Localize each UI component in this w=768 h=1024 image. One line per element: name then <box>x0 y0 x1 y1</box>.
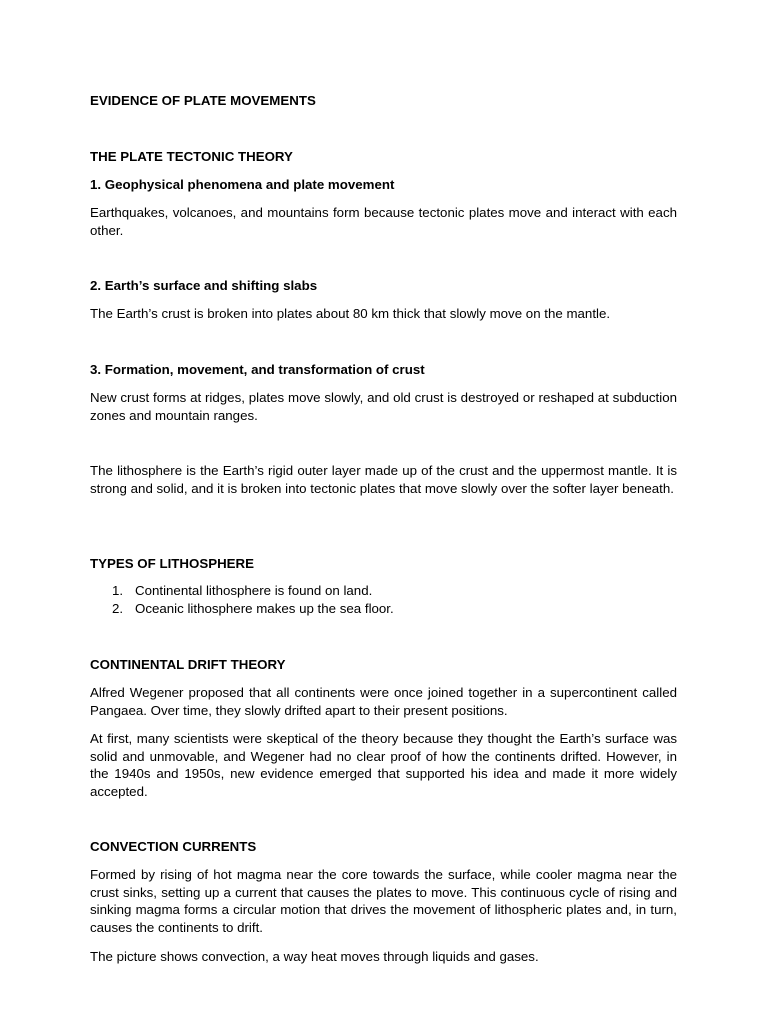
section-heading-plate-tectonic-theory: THE PLATE TECTONIC THEORY <box>90 149 293 164</box>
paragraph-lithosphere: The lithosphere is the Earth’s rigid outer layer made up of the crust and the uppermost mantle. It is strong and solid, and it is broken into tectonic plates that move slowly over the softer layer beneath. <box>90 463 677 496</box>
list-item-text: Oceanic lithosphere makes up the sea floor. <box>135 600 394 616</box>
document-title: EVIDENCE OF PLATE MOVEMENTS <box>90 93 316 108</box>
list-item <box>90 600 677 618</box>
subheading-crust-formation: 3. Formation, movement, and transformation of crust <box>90 362 425 377</box>
section-heading-continental-drift: CONTINENTAL DRIFT THEORY <box>90 657 286 672</box>
section-heading-types-of-lithosphere: TYPES OF LITHOSPHERE <box>90 556 255 571</box>
subheading-shifting-slabs: 2. Earth’s surface and shifting slabs <box>90 278 318 293</box>
lithosphere-types-list <box>90 582 677 617</box>
list-item-number: 1. <box>112 583 124 598</box>
section-heading-convection-currents: CONVECTION CURRENTS <box>90 839 257 854</box>
paragraph-shifting-slabs: The Earth’s crust is broken into plates about 80 km thick that slowly move on the mantle. <box>90 306 611 321</box>
paragraph-wegener-pangaea: Alfred Wegener proposed that all continents were once joined together in a supercontinent called Pangaea. Over time, they slowly drifted apart to their present positions. <box>90 685 677 718</box>
list-item-number: 2. <box>112 600 124 616</box>
paragraph-geophysical-phenomena: Earthquakes, volcanoes, and mountains form because tectonic plates move and interact with each other. <box>90 205 677 238</box>
paragraph-convection-picture: The picture shows convection, a way heat moves through liquids and gases. <box>90 949 539 964</box>
list-item <box>90 582 677 600</box>
paragraph-scientists-skeptical: At first, many scientists were skeptical of the theory because they thought the Earth’s surface was solid and unmovable, and Wegener had no clear proof of how the continents drifted. However, in the 1940s and 1950s, new evidence emerged that supported his idea and made it more widely accepted. <box>90 731 677 799</box>
list-item-text: Continental lithosphere is found on land. <box>135 583 373 598</box>
paragraph-crust-formation: New crust forms at ridges, plates move slowly, and old crust is destroyed or reshaped at subduction zones and mountain ranges. <box>90 390 677 423</box>
paragraph-convection-description: Formed by rising of hot magma near the core towards the surface, while cooler magma near the crust sinks, setting up a current that causes the plates to move. This continuous cycle of rising and sinking magma forms a circular motion that drives the movement of lithospheric plates and, in turn, causes the continents to drift. <box>90 867 677 935</box>
subheading-geophysical-phenomena: 1. Geophysical phenomena and plate movement <box>90 177 395 192</box>
